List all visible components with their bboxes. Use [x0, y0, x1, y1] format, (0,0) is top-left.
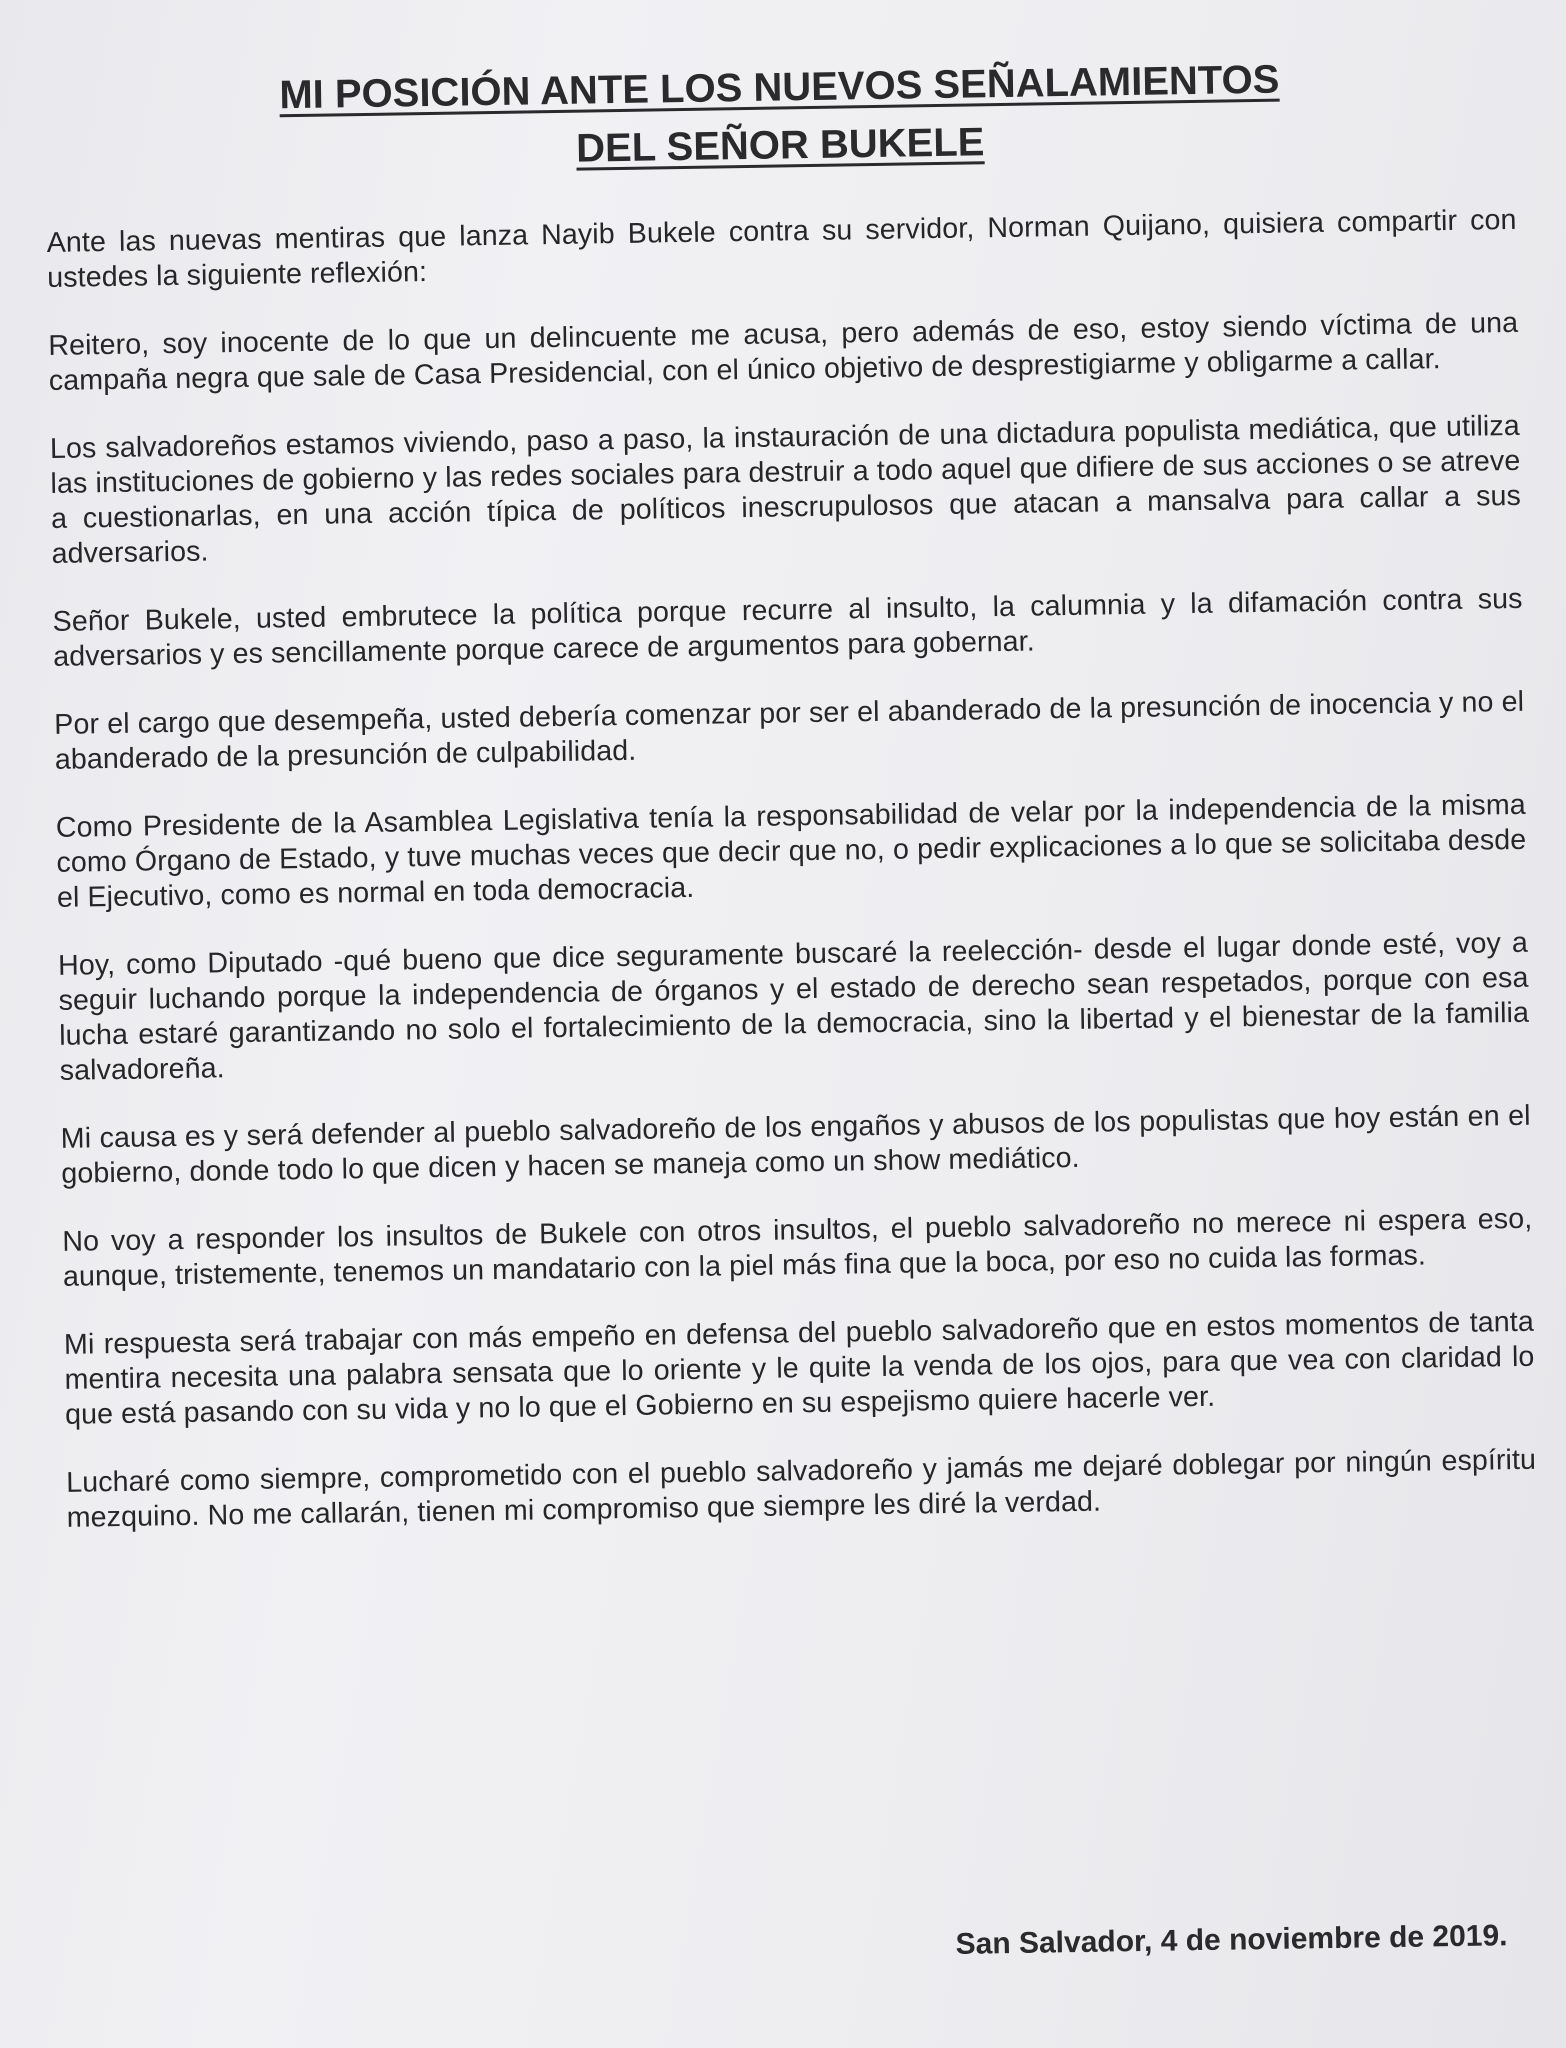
- paragraph-5: Por el cargo que desempeña, usted debería comenzar por ser el abanderado de la presunción de inocencia y no el abanderado de la presunción de culpabilidad.: [54, 685, 1525, 776]
- paragraph-4: Señor Bukele, usted embrutece la política porque recurre al insulto, la calumnia y la difamación contra sus adversarios y es sencillamente porque carece de argumentos para gobernar.: [52, 582, 1523, 673]
- signature-place-date: San Salvador, 4 de noviembre de 2019.: [955, 1919, 1508, 1961]
- document-body: [44, 47, 1537, 1961]
- paragraph-7: Hoy, como Diputado -qué bueno que dice seguramente buscaré la reelección- desde el lugar donde esté, voy a seguir luchando porque la independencia de órganos y el estado de derecho sean respetados, porque con esa lucha estaré garantizando no solo el fortalecimiento de la democracia, sino la libertad y el bienestar de la familia salvadoreña.: [57, 926, 1530, 1087]
- document-title: [44, 47, 1516, 186]
- paragraph-3: Los salvadoreños estamos viviendo, paso a paso, la instauración de una dictadura populista mediática, que utiliza las instituciones de gobierno y las redes sociales para destruir a todo aquel que difiere de sus acciones o se atreve a cuestionarlas, en una acción típica de políticos inescrupulosos que atacan a mansalva para callar a sus adversarios.: [49, 409, 1522, 570]
- paragraph-2: Reitero, soy inocente de lo que un delincuente me acusa, pero además de eso, estoy siendo víctima de una campaña negra que sale de Casa Presidencial, con el único objetivo de desprestigiarme y obligarme a callar.: [48, 306, 1519, 397]
- paragraph-10: Mi respuesta será trabajar con más empeño en defensa del pueblo salvadoreño que en estos momentos de tanta mentira necesita una palabra sensata que lo oriente y le quite la venda de los ojos, para que vea con claridad lo que está pasando con su vida y no lo que el Gobierno en su espejismo quiere hacerle ver.: [63, 1305, 1535, 1431]
- paragraph-1: Ante las nuevas mentiras que lanza Nayib Bukele contra su servidor, Norman Quijano, quisiera compartir con ustedes la siguiente reflexión:: [46, 203, 1517, 294]
- paragraph-8: Mi causa es y será defender al pueblo salvadoreño de los engaños y abusos de los populistas que hoy están en el gobierno, donde todo lo que dicen y hacen se maneja como un show mediático.: [60, 1099, 1531, 1190]
- paragraph-9: No voy a responder los insultos de Bukele con otros insultos, el pueblo salvadoreño no merece ni espera eso, aunque, tristemente, tenemos un mandatario con la piel más fina que la boca, por eso no cuida las formas.: [62, 1202, 1533, 1293]
- title-line-1: MI POSICIÓN ANTE LOS NUEVOS SEÑALAMIENTOS: [279, 57, 1280, 118]
- title-line-2: DEL SEÑOR BUKELE: [575, 120, 985, 171]
- paragraph-11: Lucharé como siempre, comprometido con el pueblo salvadoreño y jamás me dejaré doblegar por ningún espíritu mezquino. No me callarán, tienen mi compromiso que siempre les diré la verdad.: [65, 1443, 1537, 1534]
- paragraph-6: Como Presidente de la Asamblea Legislativa tenía la responsabilidad de velar por la independencia de la misma como Órgano de Estado, y tuve muchas veces que decir que no, o pedir explicaciones a lo que se solicitaba desde el Ejecutivo, como es normal en toda democracia.: [55, 788, 1527, 914]
